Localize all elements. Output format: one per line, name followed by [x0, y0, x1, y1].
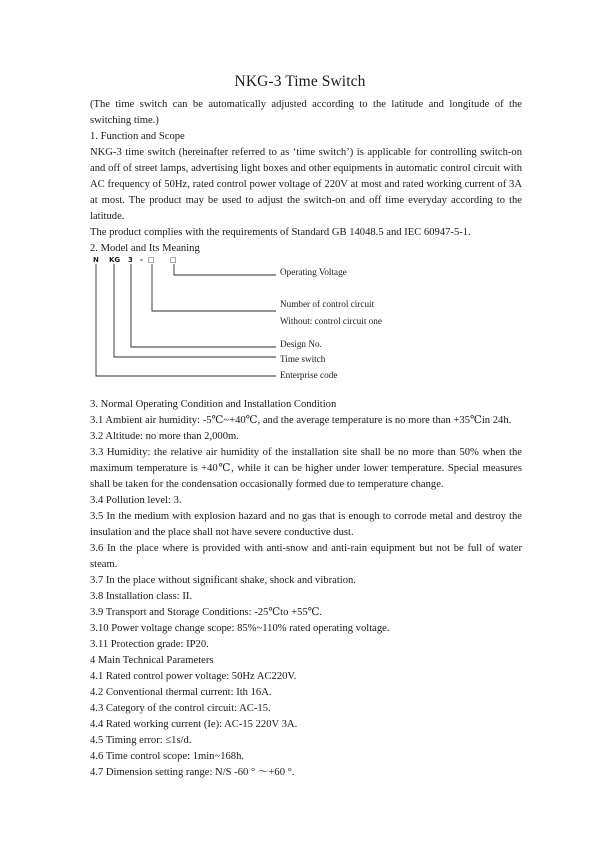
item-4-3: 4.3 Category of the control circuit: AC-15.: [90, 703, 271, 714]
model-code-char-3: 3: [128, 256, 133, 264]
item-3-6: 3.6 In the place where is provided with anti-snow and anti-rain equipment but not be full of water steam.: [90, 543, 522, 570]
label-without-circuit: Without: control circuit one: [280, 316, 382, 326]
model-meaning-diagram: [86, 255, 526, 390]
item-3-10: 3.10 Power voltage change scope: 85%~110% rated operating voltage.: [90, 623, 390, 634]
label-control-circuit: Number of control circuit: [280, 299, 375, 309]
model-code-box-1: □: [148, 256, 155, 264]
item-4-7: 4.7 Dimension setting range: N/S -60 ° ～+60 °.: [90, 767, 295, 778]
item-4-4: 4.4 Rated working current (Ie): AC-15 220V 3A.: [90, 719, 298, 730]
label-design-no: Design No.: [280, 339, 322, 349]
document-title: NKG-3 Time Switch: [234, 73, 366, 90]
item-3-4: 3.4 Pollution level: 3.: [90, 495, 182, 506]
item-3-3: 3.3 Humidity: the relative air humidity of the installation site shall be no more than 50% when the maximum temperature is +40℃, while it can be higher under lower temperature. Special measures shall be taken for the condensation occasionally formed due to temperature change.: [90, 447, 522, 490]
intro-paragraph: (The time switch can be automatically adjusted according to the latitude and longitude of the switching time.): [90, 99, 522, 126]
section-3-heading: 3. Normal Operating Condition and Installation Condition: [90, 399, 337, 410]
item-3-11: 3.11 Protection grade: IP20.: [90, 639, 209, 650]
item-4-6: 4.6 Time control scope: 1min~168h.: [90, 751, 245, 762]
item-3-5: 3.5 In the medium with explosion hazard and no gas that is enough to corrode metal and destroy the insulation and the place shall not have severe conductive dust.: [90, 511, 522, 538]
item-3-8: 3.8 Installation class: II.: [90, 591, 193, 602]
leader-line-control-circuit: [152, 264, 276, 311]
item-3-7: 3.7 In the place without significant shake, shock and vibration.: [90, 575, 356, 586]
model-code-dash: -: [140, 256, 143, 264]
section-1-heading: 1. Function and Scope: [90, 131, 185, 142]
item-4-1: 4.1 Rated control power voltage: 50Hz AC220V.: [90, 671, 297, 682]
section-1-paragraph-1: NKG-3 time switch (hereinafter referred to as ‘time switch’) is applicable for controlling switch-on and off of street lamps, advertising light boxes and other equipments in automatic control circuit with AC frequency of 50Hz, rated control power voltage of 220V at most and rated working current of 3A at most. The product may be used to adjust the switch-on and off time everyday according to the latitude.: [90, 147, 522, 222]
item-3-2: 3.2 Altitude: no more than 2,000m.: [90, 431, 239, 442]
section-1-paragraph-2: The product complies with the requirements of Standard GB 14048.5 and IEC 60947-5-1.: [90, 227, 471, 238]
item-4-5: 4.5 Timing error: ≤1s/d.: [90, 735, 192, 746]
model-code-char-1: N: [93, 256, 99, 264]
intro-and-section-1: [90, 97, 522, 257]
model-code-char-2: KG: [109, 256, 121, 264]
section-4-heading: 4 Main Technical Parameters: [90, 655, 214, 666]
leader-line-time-switch: [114, 264, 276, 357]
label-enterprise-code: Enterprise code: [280, 370, 338, 380]
section-2-heading: 2. Model and Its Meaning: [90, 243, 200, 254]
model-code-box-2: □: [170, 256, 177, 264]
leader-line-enterprise-code: [96, 264, 276, 376]
item-4-2: 4.2 Conventional thermal current: Ith 16A.: [90, 687, 272, 698]
label-operating-voltage: Operating Voltage: [280, 267, 347, 277]
label-time-switch: Time switch: [280, 354, 326, 364]
item-3-9: 3.9 Transport and Storage Conditions: -25℃to +55℃.: [90, 607, 323, 618]
leader-line-operating-voltage: [174, 264, 276, 275]
leader-line-design-no: [131, 264, 276, 347]
item-3-1: 3.1 Ambient air humidity: -5℃~+40℃, and the average temperature is no more than +35℃in 24h.: [90, 415, 512, 426]
sections-3-4: [90, 397, 522, 781]
